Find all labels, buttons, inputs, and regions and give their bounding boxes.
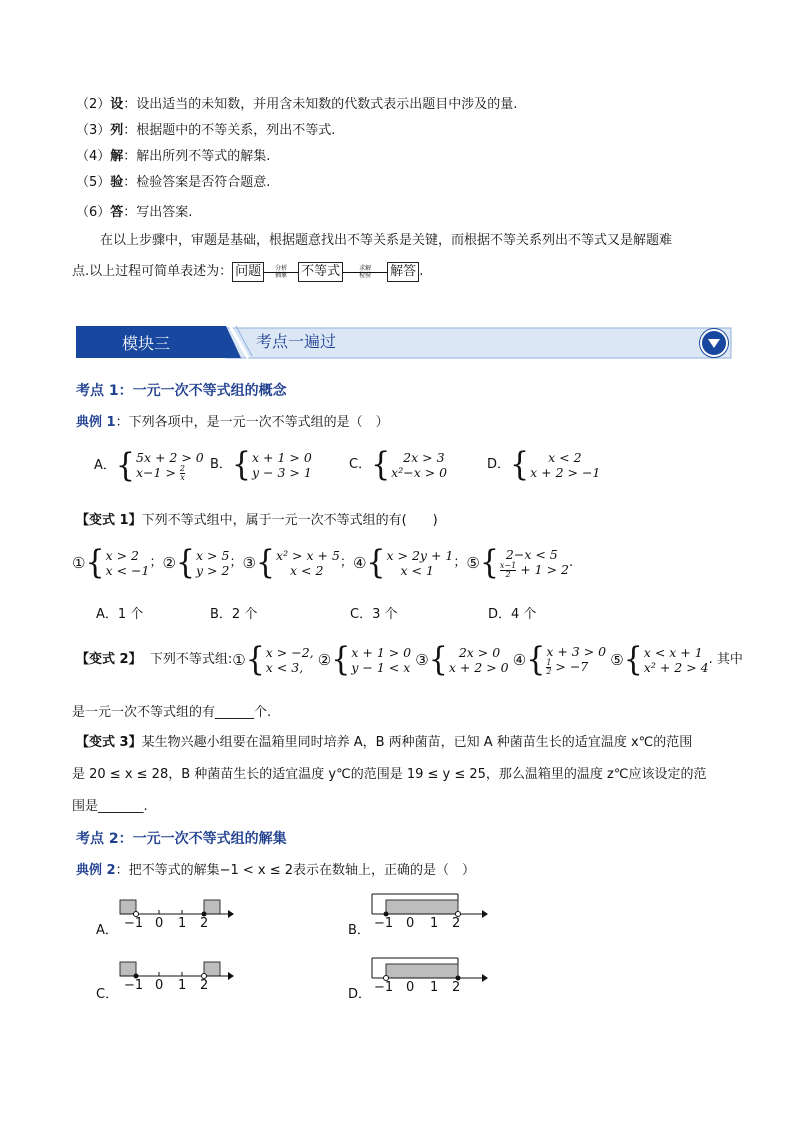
module-tab-label: 模块三 xyxy=(122,334,171,353)
variant-2-line-2: 是一元一次不等式组的有______个. xyxy=(72,705,272,720)
v1-option-c[interactable]: C．3 个 xyxy=(350,607,398,622)
summary-line-2: 点.以上过程可简单表述为： 问题 分析 抽象 不等式 求解 检验 解答 . xyxy=(72,262,423,282)
numberline-option-a[interactable]: A． −1 0 1 2 xyxy=(96,896,246,946)
variant-2-question: 【变式 2】 下列不等式组: ① { x > −2, x < 3, ② { x + 1 > 0 y − 1 < x ③ { 2x > 0 x + 2 > 0 ④ { x + 3 > 0 $\frac{1}{2}$ > −7 ⑤ { x < x + 1 x² + 2 > 4 . 其中 xyxy=(76,640,743,679)
flow-box-inequality: 不等式 xyxy=(298,262,343,282)
module-title: 考点一遍过 xyxy=(256,332,337,351)
summary-line-1: 在以上步骤中，审题是基础，根据题意找出不等关系是关键，而根据不等关系列出不等式又是解题难 xyxy=(100,233,673,248)
chevron-down-icon[interactable] xyxy=(700,329,728,357)
module-banner xyxy=(76,324,734,360)
option-a[interactable]: A． { 5x + 2 > 0 x−1 > $\frac{2}{x}$ xyxy=(94,446,204,485)
numberline-option-c[interactable]: C． −1 0 1 2 xyxy=(96,958,246,1008)
variant-1-items: ① { x > 2 x < −1 ； ② { x > 5 y > 2 ； ③ { x² > x + 5 x < 2 ； ④ { x > 2y + 1 x < 1 ； ⑤ { 2−x < 5 $\frac{x-1}{2}$ + 1 > 2 . xyxy=(72,543,574,582)
step-2: （2）设：设出适当的未知数，并用含未知数的代数式表示出题目中涉及的量. xyxy=(76,97,518,112)
variant-3-line-2: 是 20 ≤ x ≤ 28，B 种菌苗生长的适宜温度 y℃的范围是 19 ≤ y ≤ 25，那么温箱里的温度 z℃应该设定的范 xyxy=(72,767,707,782)
banner-shape xyxy=(76,324,734,360)
step-4: （4）解：解出所列不等式的解集. xyxy=(76,149,271,164)
step-6: （6）答：写出答案. xyxy=(76,205,193,220)
step-3: （3）列：根据题中的不等关系，列出不等式. xyxy=(76,123,336,138)
flow-arrow-1: 分析 抽象 xyxy=(264,266,298,279)
variant-3-line-3: 围是_______. xyxy=(72,799,148,814)
option-b[interactable]: B． { x + 1 > 0 y − 3 > 1 xyxy=(210,445,312,484)
flow-arrow-2: 求解 检验 xyxy=(343,266,387,279)
kp1-title: 考点 1：一元一次不等式组的概念 xyxy=(76,383,287,399)
option-d[interactable]: D． { x < 2 x + 2 > −1 xyxy=(487,445,601,484)
kp2-title: 考点 2：一元一次不等式组的解集 xyxy=(76,831,287,847)
numberline-option-b[interactable]: B． −1 0 1 2 xyxy=(348,890,498,946)
option-c[interactable]: C． { 2x > 3 x²−x > 0 xyxy=(349,445,448,484)
flow-box-problem: 问题 xyxy=(232,262,264,282)
numberline-option-d[interactable]: D． −1 0 1 2 xyxy=(348,954,498,1010)
v1-option-d[interactable]: D．4 个 xyxy=(488,607,537,622)
variant-1-question: 【变式 1】下列不等式组中，属于一元一次不等式组的有( ) xyxy=(76,513,438,528)
variant-3-line-1: 【变式 3】某生物兴趣小组要在温箱里同时培养 A，B 两种菌苗，已知 A 种菌苗生长的适宜温度 x℃的范围 xyxy=(76,735,693,750)
step-5: （5）验：检验答案是否符合题意. xyxy=(76,175,271,190)
v1-option-a[interactable]: A．1 个 xyxy=(96,607,144,622)
v1-option-b[interactable]: B．2 个 xyxy=(210,607,258,622)
example-2-question: 典例 2：把不等式的解集−1 < x ≤ 2表示在数轴上，正确的是（ ） xyxy=(76,863,476,878)
example-1-question: 典例 1：下列各项中，是一元一次不等式组的是（ ） xyxy=(76,415,389,430)
flow-box-answer: 解答 xyxy=(387,262,419,282)
arrow-right-icon xyxy=(264,272,298,273)
